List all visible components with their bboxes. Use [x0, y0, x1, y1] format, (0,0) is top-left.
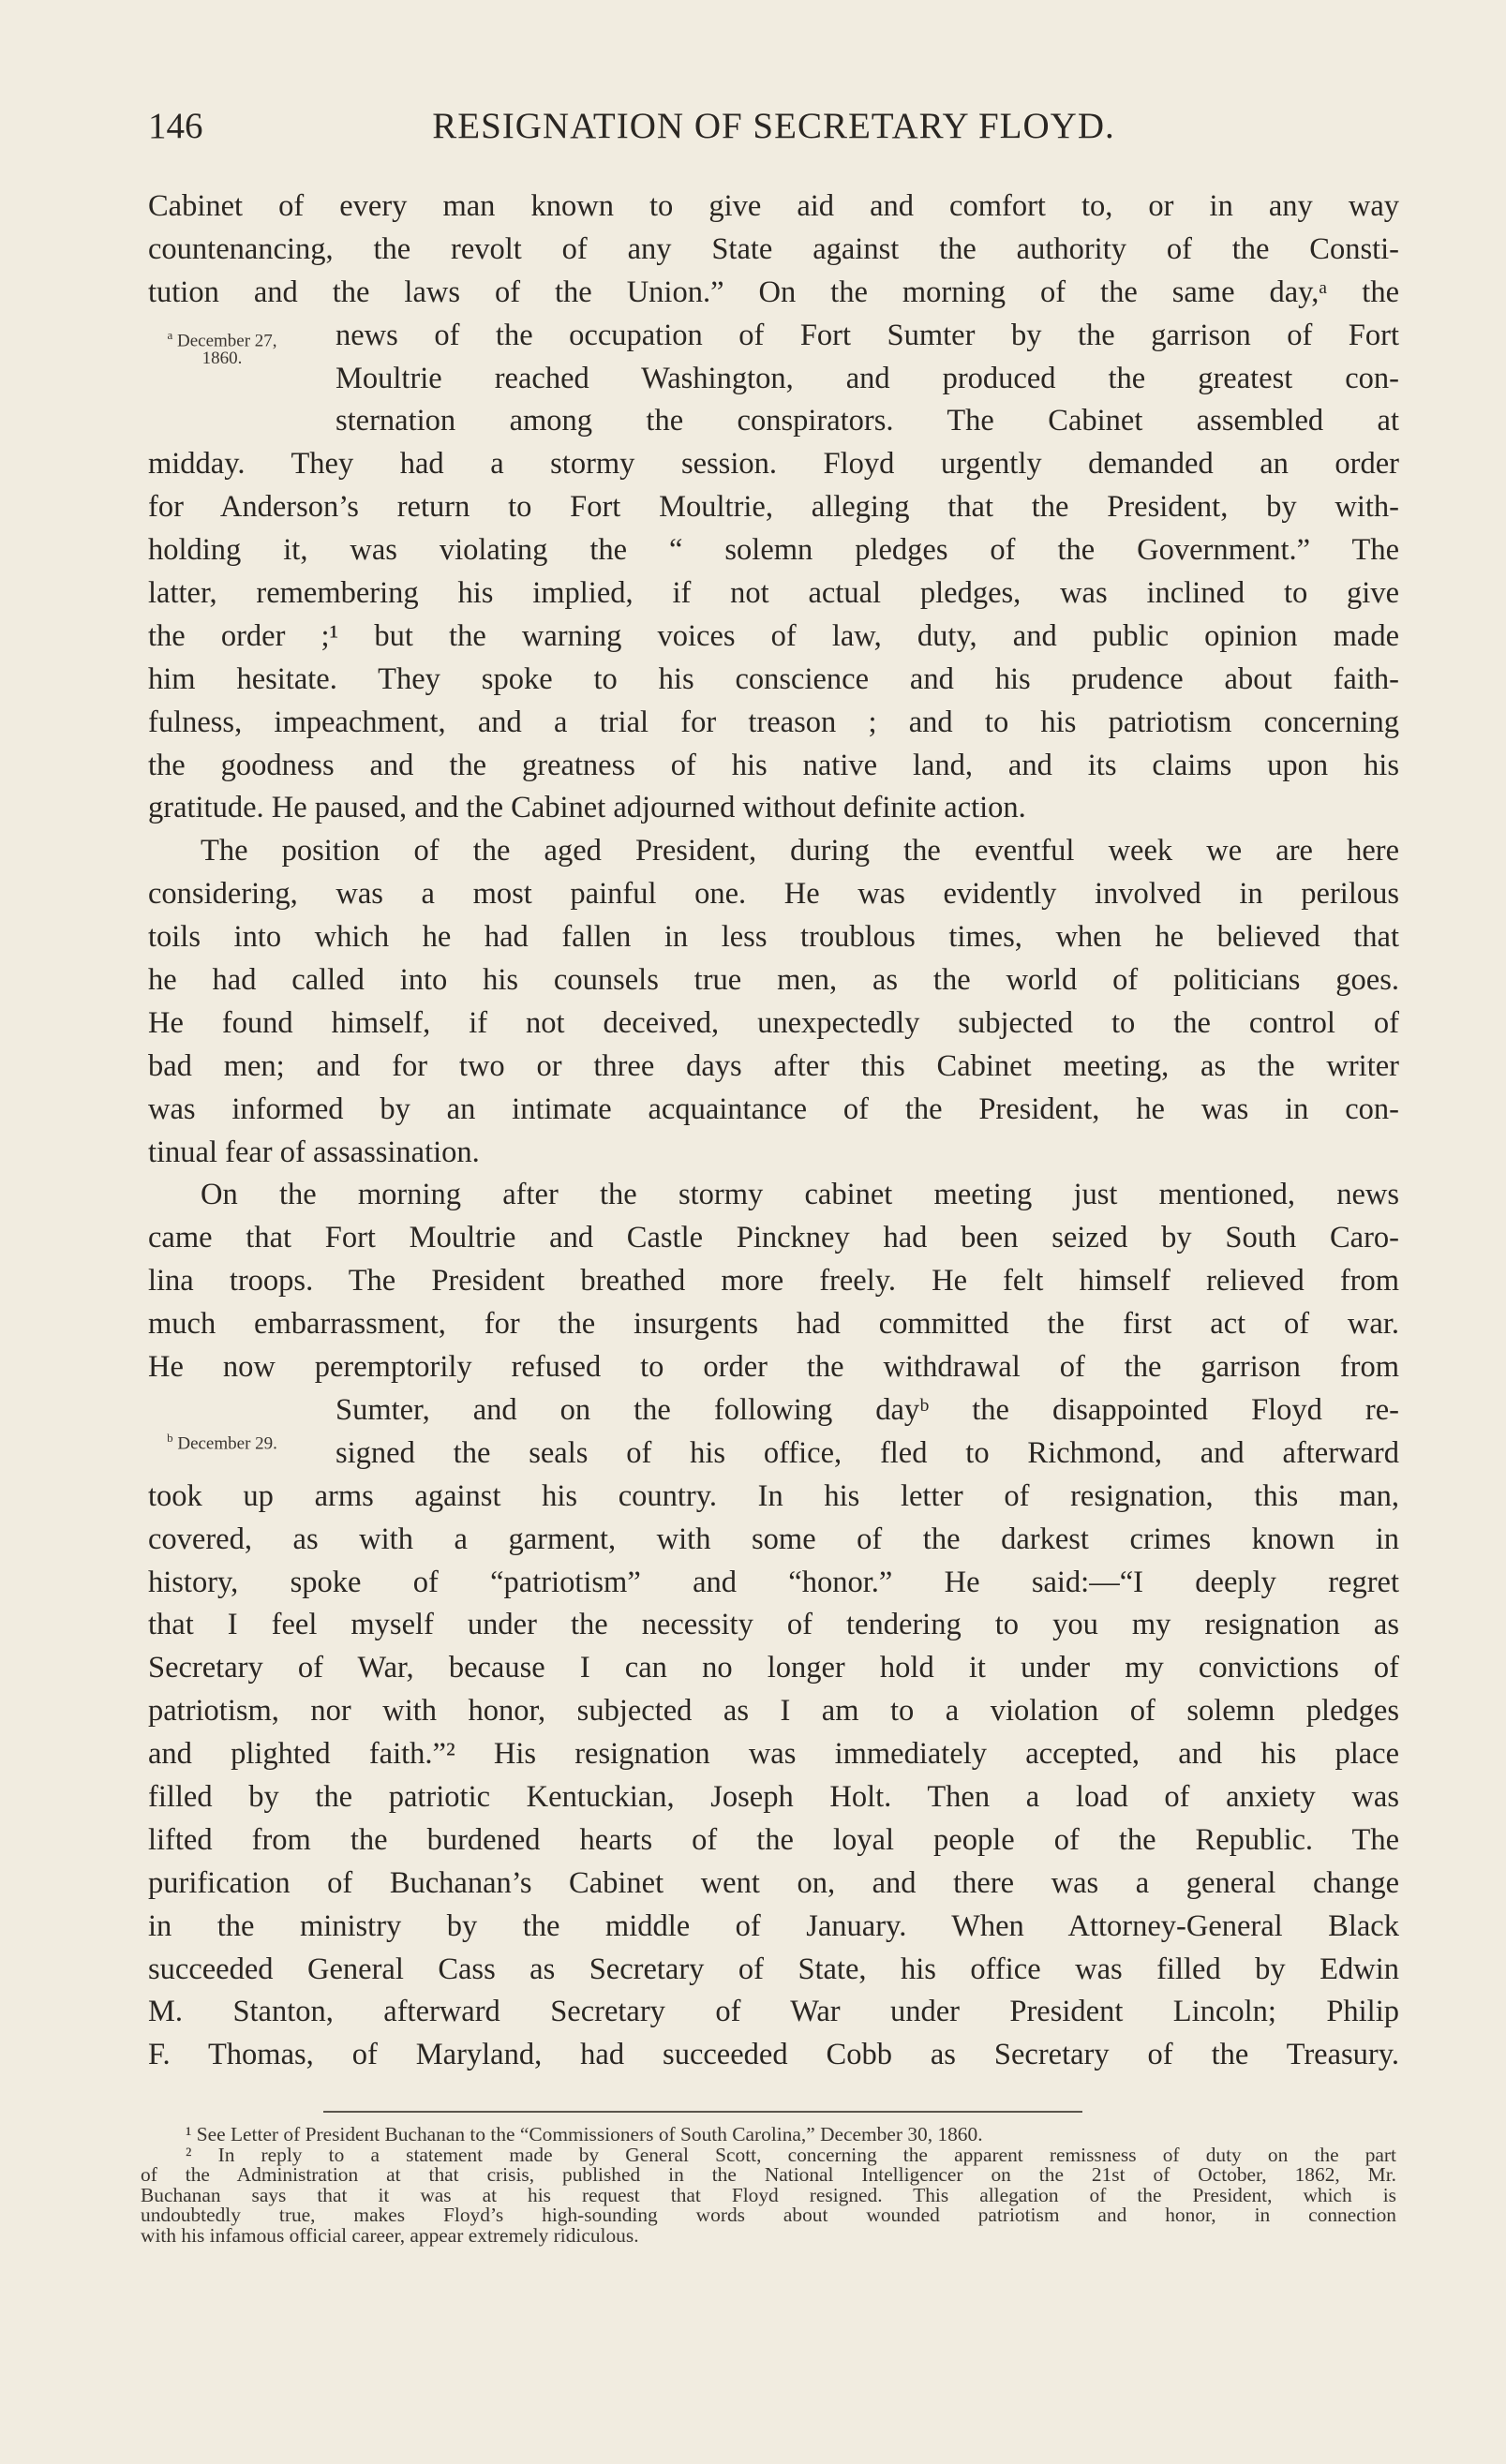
text-line: and plighted faith.”² His resignation was immediately accepted, and his place — [148, 1737, 1399, 1772]
margin-note-year: 1860. — [201, 349, 243, 369]
text-line: purification of Buchanan’s Cabinet went on, and there was a general change — [148, 1865, 1399, 1900]
text-line: lina troops. The President breathed more freely. He felt himself relieved from — [148, 1264, 1399, 1299]
text-line: Moultrie reached Washington, and produced the greatest con- — [335, 361, 1399, 395]
margin-note-text: December 29. — [177, 1433, 277, 1454]
text-line: F. Thomas, of Maryland, had succeeded Cobb as Secretary of the Treasury. — [148, 2038, 1399, 2072]
text-line: holding it, was violating the “ solemn pledges of the Government.” The — [148, 533, 1399, 568]
text-line: toils into which he had fallen in less troublous times, when he believed that — [148, 920, 1399, 955]
text-line: took up arms against his country. In his letter of resignation, this man, — [148, 1478, 1399, 1513]
text-line: tution and the laws of the Union.” On the morning of the same day,ᵃ the — [148, 275, 1399, 309]
margin-note-date — [142, 1429, 302, 1452]
footnote-line: of the Administration at that crisis, published in the National Intelligencer on the 21st of October, 1862, Mr. — [141, 2163, 1396, 2186]
text-line: lifted from the burdened hearts of the loyal people of the Republic. The — [148, 1822, 1399, 1857]
footnote-line: with his infamous official career, appear extremely ridiculous. — [141, 2223, 639, 2247]
page-number: 146 — [148, 106, 203, 146]
text-line: He found himself, if not deceived, unexpectedly subjected to the control of — [148, 1005, 1399, 1040]
footnote-line: Buchanan says that it was at his request that Floyd resigned. This allegation of the President, which is — [141, 2183, 1396, 2206]
text-line: Cabinet of every man known to give aid and comfort to, or in any way — [148, 189, 1399, 223]
text-line: succeeded General Cass as Secretary of State, his office was filled by Edwin — [148, 1952, 1399, 1986]
text-line: On the morning after the stormy cabinet meeting just mentioned, news — [201, 1178, 1399, 1212]
text-line: came that Fort Moultrie and Castle Pinckney had been seized by South Caro- — [148, 1221, 1399, 1255]
text-line: sternation among the conspirators. The Cabinet assembled at — [335, 404, 1399, 438]
text-line: fulness, impeachment, and a trial for treason ; and to his patriotism concerning — [148, 705, 1399, 739]
text-line: news of the occupation of Fort Sumter by the garrison of Fort — [335, 318, 1399, 352]
margin-note-marker: a — [167, 328, 173, 342]
margin-note-text: December 27, — [176, 331, 277, 351]
text-line: patriotism, nor with honor, subjected as I am to a violation of solemn pledges — [148, 1694, 1399, 1729]
text-line: the order ;¹ but the warning voices of law, duty, and public opinion made — [148, 618, 1399, 653]
footnotes — [141, 2125, 1396, 2246]
text-line: The position of the aged President, during the eventful week we are here — [201, 834, 1399, 868]
text-line: that I feel myself under the necessity of tendering to you my resignation as — [148, 1608, 1399, 1642]
text-line: he had called into his counsels true men, as the world of politicians goes. — [148, 963, 1399, 998]
text-line: covered, as with a garment, with some of the darkest crimes known in — [148, 1521, 1399, 1556]
text-line: He now peremptorily refused to order the withdrawal of the garrison from — [148, 1350, 1399, 1385]
text-line: tinual fear of assassination. — [148, 1135, 480, 1169]
main-text — [148, 186, 1399, 2077]
text-line: Sumter, and on the following dayᵇ the disappointed Floyd re- — [335, 1392, 1399, 1427]
footnote-line: undoubtedly true, makes Floyd’s high-sounding words about wounded patriotism and honor, in connection — [141, 2204, 1396, 2226]
text-line: filled by the patriotic Kentuckian, Joseph Holt. Then a load of anxiety was — [148, 1779, 1399, 1814]
text-line: gratitude. He paused, and the Cabinet adjourned without definite action. — [148, 791, 1026, 825]
margin-note-date — [142, 326, 302, 367]
text-line: bad men; and for two or three days after this Cabinet meeting, as the writer — [148, 1048, 1399, 1083]
text-line: in the ministry by the middle of January. When Attorney-General Black — [148, 1908, 1399, 1943]
text-line: considering, was a most painful one. He was evidently involved in perilous — [148, 877, 1399, 912]
text-line: much embarrassment, for the insurgents had committed the first act of war. — [148, 1307, 1399, 1342]
page-header — [148, 105, 1399, 152]
footnote-line: ¹ See Letter of President Buchanan to the “Commissioners of South Carolina,” December 30, 1860. — [186, 2123, 983, 2145]
text-line: for Anderson’s return to Fort Moultrie, alleging that the President, by with- — [148, 490, 1399, 525]
text-line: M. Stanton, afterward Secretary of War under President Lincoln; Philip — [148, 1995, 1399, 2029]
running-title: RESIGNATION OF SECRETARY FLOYD. — [432, 106, 1115, 146]
text-line: signed the seals of his office, fled to Richmond, and afterward — [335, 1435, 1399, 1470]
text-line: was informed by an intimate acquaintance of the President, he was in con- — [148, 1091, 1399, 1126]
text-line: countenancing, the revolt of any State against the authority of the Consti- — [148, 231, 1399, 266]
margin-note-label — [142, 326, 302, 349]
footnote-divider — [323, 2111, 1082, 2113]
text-line: history, spoke of “patriotism” and “honor.” He said:—“I deeply regret — [148, 1565, 1399, 1599]
text-line: Secretary of War, because I can no longer hold it under my convictions of — [148, 1651, 1399, 1685]
text-line: him hesitate. They spoke to his conscience and his prudence about faith- — [148, 661, 1399, 696]
text-line: the goodness and the greatness of his native land, and its claims upon his — [148, 748, 1399, 782]
text-line: midday. They had a stormy session. Floyd urgently demanded an order — [148, 447, 1399, 482]
margin-note-marker: b — [167, 1431, 173, 1445]
text-line: latter, remembering his implied, if not actual pledges, was inclined to give — [148, 576, 1399, 611]
margin-note-label — [142, 1429, 302, 1452]
footnote-line: ² In reply to a statement made by General Scott, concerning the apparent remissness of duty on the part — [186, 2143, 1396, 2166]
